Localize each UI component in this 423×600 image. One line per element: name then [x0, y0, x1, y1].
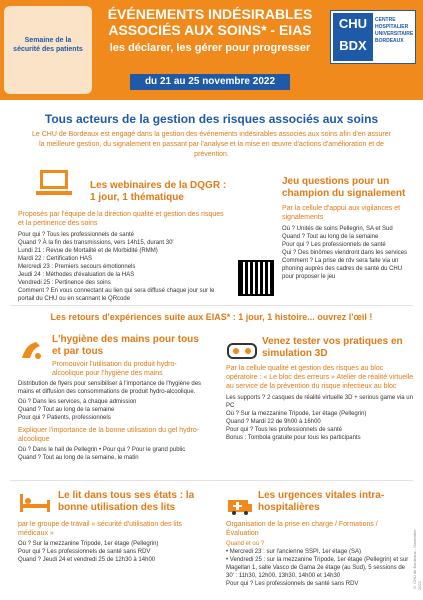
hygiene-line: Où ? Dans les services, à chaque admission [18, 399, 137, 405]
vr-headset-icon [226, 338, 258, 362]
jeu-line: Où ? Unités de soins Pellegrin, SA et Sud [282, 226, 393, 232]
intro-text: Le CHU de Bordeaux est engagé dans la gestion des événements indésirables associés aux soins afin d'en assurer la meilleure gestion, du signalement en passant par l'analyse et la mise en œuvre d'actions d'amélioration et de prévention. [32, 131, 391, 158]
main-title: Tous acteurs de la gestion des risques associés aux soins [44, 112, 379, 126]
webinaires-body [18, 210, 228, 303]
urgences-line: Quand et où ? [226, 541, 265, 547]
jeu-line: Comment ? La prise de rdv sera faite via un phoning auprès des cadres de santé du CHU pour proposer le jeu [282, 258, 403, 280]
divider [10, 480, 413, 481]
hygiene-line: Pour qui ? Patients, professionnels [18, 415, 111, 421]
webinaires-line: Comment ? En vous connectant au lien qui sera diffusé chaque jour sur le portail du CHU ou en scannant le QRcode [18, 288, 215, 302]
simulation-body [226, 364, 416, 442]
hand-wash-icon [18, 336, 46, 364]
simulation-header [262, 336, 412, 360]
simulation-title: Venez tester vos pratiques en simulation 3D [262, 336, 403, 359]
lit-line: Pour qui ? Les professionnels de santé sans RDV [18, 549, 151, 555]
hygiene-header [52, 334, 202, 378]
jeu-line: Quand ? Tout au long de la semaine [282, 234, 379, 240]
lit-header [58, 490, 208, 514]
simulation-line: Pour qui ? Tous les professionnels de santé [226, 427, 342, 433]
webinaires-line: Mardi 22 : Certification HAS [18, 256, 93, 262]
jeu-title: Jeu questions pour un champion du signalement [282, 176, 406, 199]
retours-title: Les retours d'expériences suite aux EIAS* : 1 jour, 1 histoire... ouvrez l'œil ! [50, 312, 373, 322]
urgences-title: Les urgences vitales intra-hospitalières [258, 490, 385, 513]
header-dates: du 21 au 25 novembre 2022 [130, 74, 290, 90]
urgences-lines [226, 540, 412, 588]
webinaires-lines [18, 231, 228, 303]
lit-line: Où ? Sur la mezzanine Tripode, 1er étage (Pellegrin) [18, 541, 159, 547]
lit-lead: par le groupe de travail « sécurité d'utilisation des lits médicaux » [18, 521, 182, 537]
divider [10, 305, 413, 306]
laptop-icon [34, 168, 74, 198]
hygiene-line: Quand ? Tout au long de la semaine [18, 407, 115, 413]
hygiene-title: L'hygiène des mains pour tous et par tous [52, 334, 199, 357]
lit-line: Quand ? Jeudi 24 et vendredi 25 de 12h30 à 14h00 [18, 557, 156, 563]
webinaires-line: Quand ? À la fin des transmissions, vers 14h15, durant 30' [18, 240, 174, 246]
hygiene-lead2: Expliquer l'importance de la bonne utilisation du gel hydro-alcoolique [18, 427, 200, 443]
header-subtitle: les déclarer, les gérer pour progresser [109, 42, 311, 54]
webinaires-header [90, 180, 250, 204]
chu-acronym: CHU BDX [333, 13, 373, 61]
lit-lines [18, 540, 213, 564]
hygiene-lines2 [18, 446, 208, 462]
urgences-line: Pour qui ? Les professionnels de santé sans RDV [226, 581, 359, 587]
hygiene-desc: Distribution de flyers pour sensibiliser à l'importance de l'hygiène des mains et diffusion des consommations de produit hydro-alcoolique. [18, 381, 202, 395]
webinaires-subtitle: 1 jour, 1 thématique [90, 192, 184, 203]
chu-logo [330, 10, 416, 64]
header-title: ÉVÉNEMENTS INDÉSIRABLES ASSOCIÉS AUX SOINS* - EIAS [107, 6, 313, 38]
hygiene-line: Quand ? Tout au long de la semaine, le matin [18, 455, 139, 461]
jeu-section [282, 176, 412, 281]
hygiene-body [18, 380, 208, 462]
simulation-lead: Par la cellule qualité et gestion des risques au bloc opératoire : « Le bloc des erreurs » Atelier de réalité virtuelle au service de la prévention du risque infectieux au bloc [226, 365, 414, 390]
urgences-header [258, 490, 408, 514]
jeu-lead: Par la cellule d'appui aux vigilances et signalements [282, 205, 401, 221]
bed-icon [18, 492, 52, 514]
lit-title: Le lit dans tous ses états : la bonne utilisation des lits [58, 490, 195, 513]
jeu-line: Qui ? Des binômes viendront dans les services [282, 250, 408, 256]
urgences-body [226, 520, 412, 588]
webinaires-line: Lundi 21 : Revue de Mortalité et de Morbidité (RMM) [18, 248, 158, 254]
simulation-line: Quand ? Mardi 22 de 9h00 à 16h00 [226, 419, 321, 425]
credit: © CHU de Bordeaux - Novembre 2022 [412, 529, 422, 590]
urgences-line: • Mercredi 23 : sur l'ancienne SSPI, 1er étage (SA) [226, 549, 361, 555]
hygiene-lines1 [18, 398, 208, 422]
urgences-lead: Organisation de la prise en charge / Formations / Évaluation [226, 521, 378, 537]
hygiene-lead: Promouvoir l'utilisation du produit hydro-alcoolique pour l'hygiène des mains [52, 361, 177, 377]
simulation-line: Bonus : Tombola gratuite pour tous les participants [226, 435, 361, 441]
logo-text: Semaine de la sécurité des patients [13, 37, 83, 53]
chu-name: CENTRE HOSPITALIER UNIVERSITAIRE BORDEAUX [375, 17, 414, 44]
semaine-logo [4, 6, 92, 94]
jeu-line: Pour qui ? Les professionnels de santé [282, 242, 386, 248]
ambulance-icon [226, 492, 254, 516]
urgences-line: • Vendredi 25 : sur la mezzanine Tripode, 1er étage (Pellegrin) et sur Magellan 1, salle Vasco de Gama 2e étage (au Sud), 5 sessions de 30' : 11h30, 12h00, 13h30, 14h00 et 14h30 [226, 557, 409, 579]
simulation-line: Les supports ? 2 casques de réalité virtuelle 3D + serious game via un PC [226, 395, 413, 409]
simulation-line: Où ? Sur la mezzanine Tripode, 1er étage (Pellegrin) [226, 411, 367, 417]
hygiene-line: Où ? Dans le hall de Pellegrin • Pour qui ? Pour le grand public [18, 447, 186, 453]
qr-code[interactable] [238, 260, 274, 296]
simulation-lines [226, 394, 416, 442]
webinaires-line: Mercredi 23 : Premiers secours émotionnels [18, 264, 136, 270]
header-banner [0, 0, 423, 100]
lit-body [18, 520, 213, 564]
webinaires-line: Vendredi 25 : Pertinence des soins [18, 280, 111, 286]
jeu-lines [282, 225, 412, 281]
webinaires-line: Pour qui ? Tous les professionnels de santé [18, 232, 134, 238]
webinaires-title: Les webinaires de la DQGR : [90, 180, 227, 191]
webinaires-lead: Proposés par l'équipe de la direction qualité et gestion des risques et la pertinence des soins [18, 211, 224, 227]
webinaires-line: Jeudi 24 : Méthodes d'évaluation de la HAS [18, 272, 135, 278]
